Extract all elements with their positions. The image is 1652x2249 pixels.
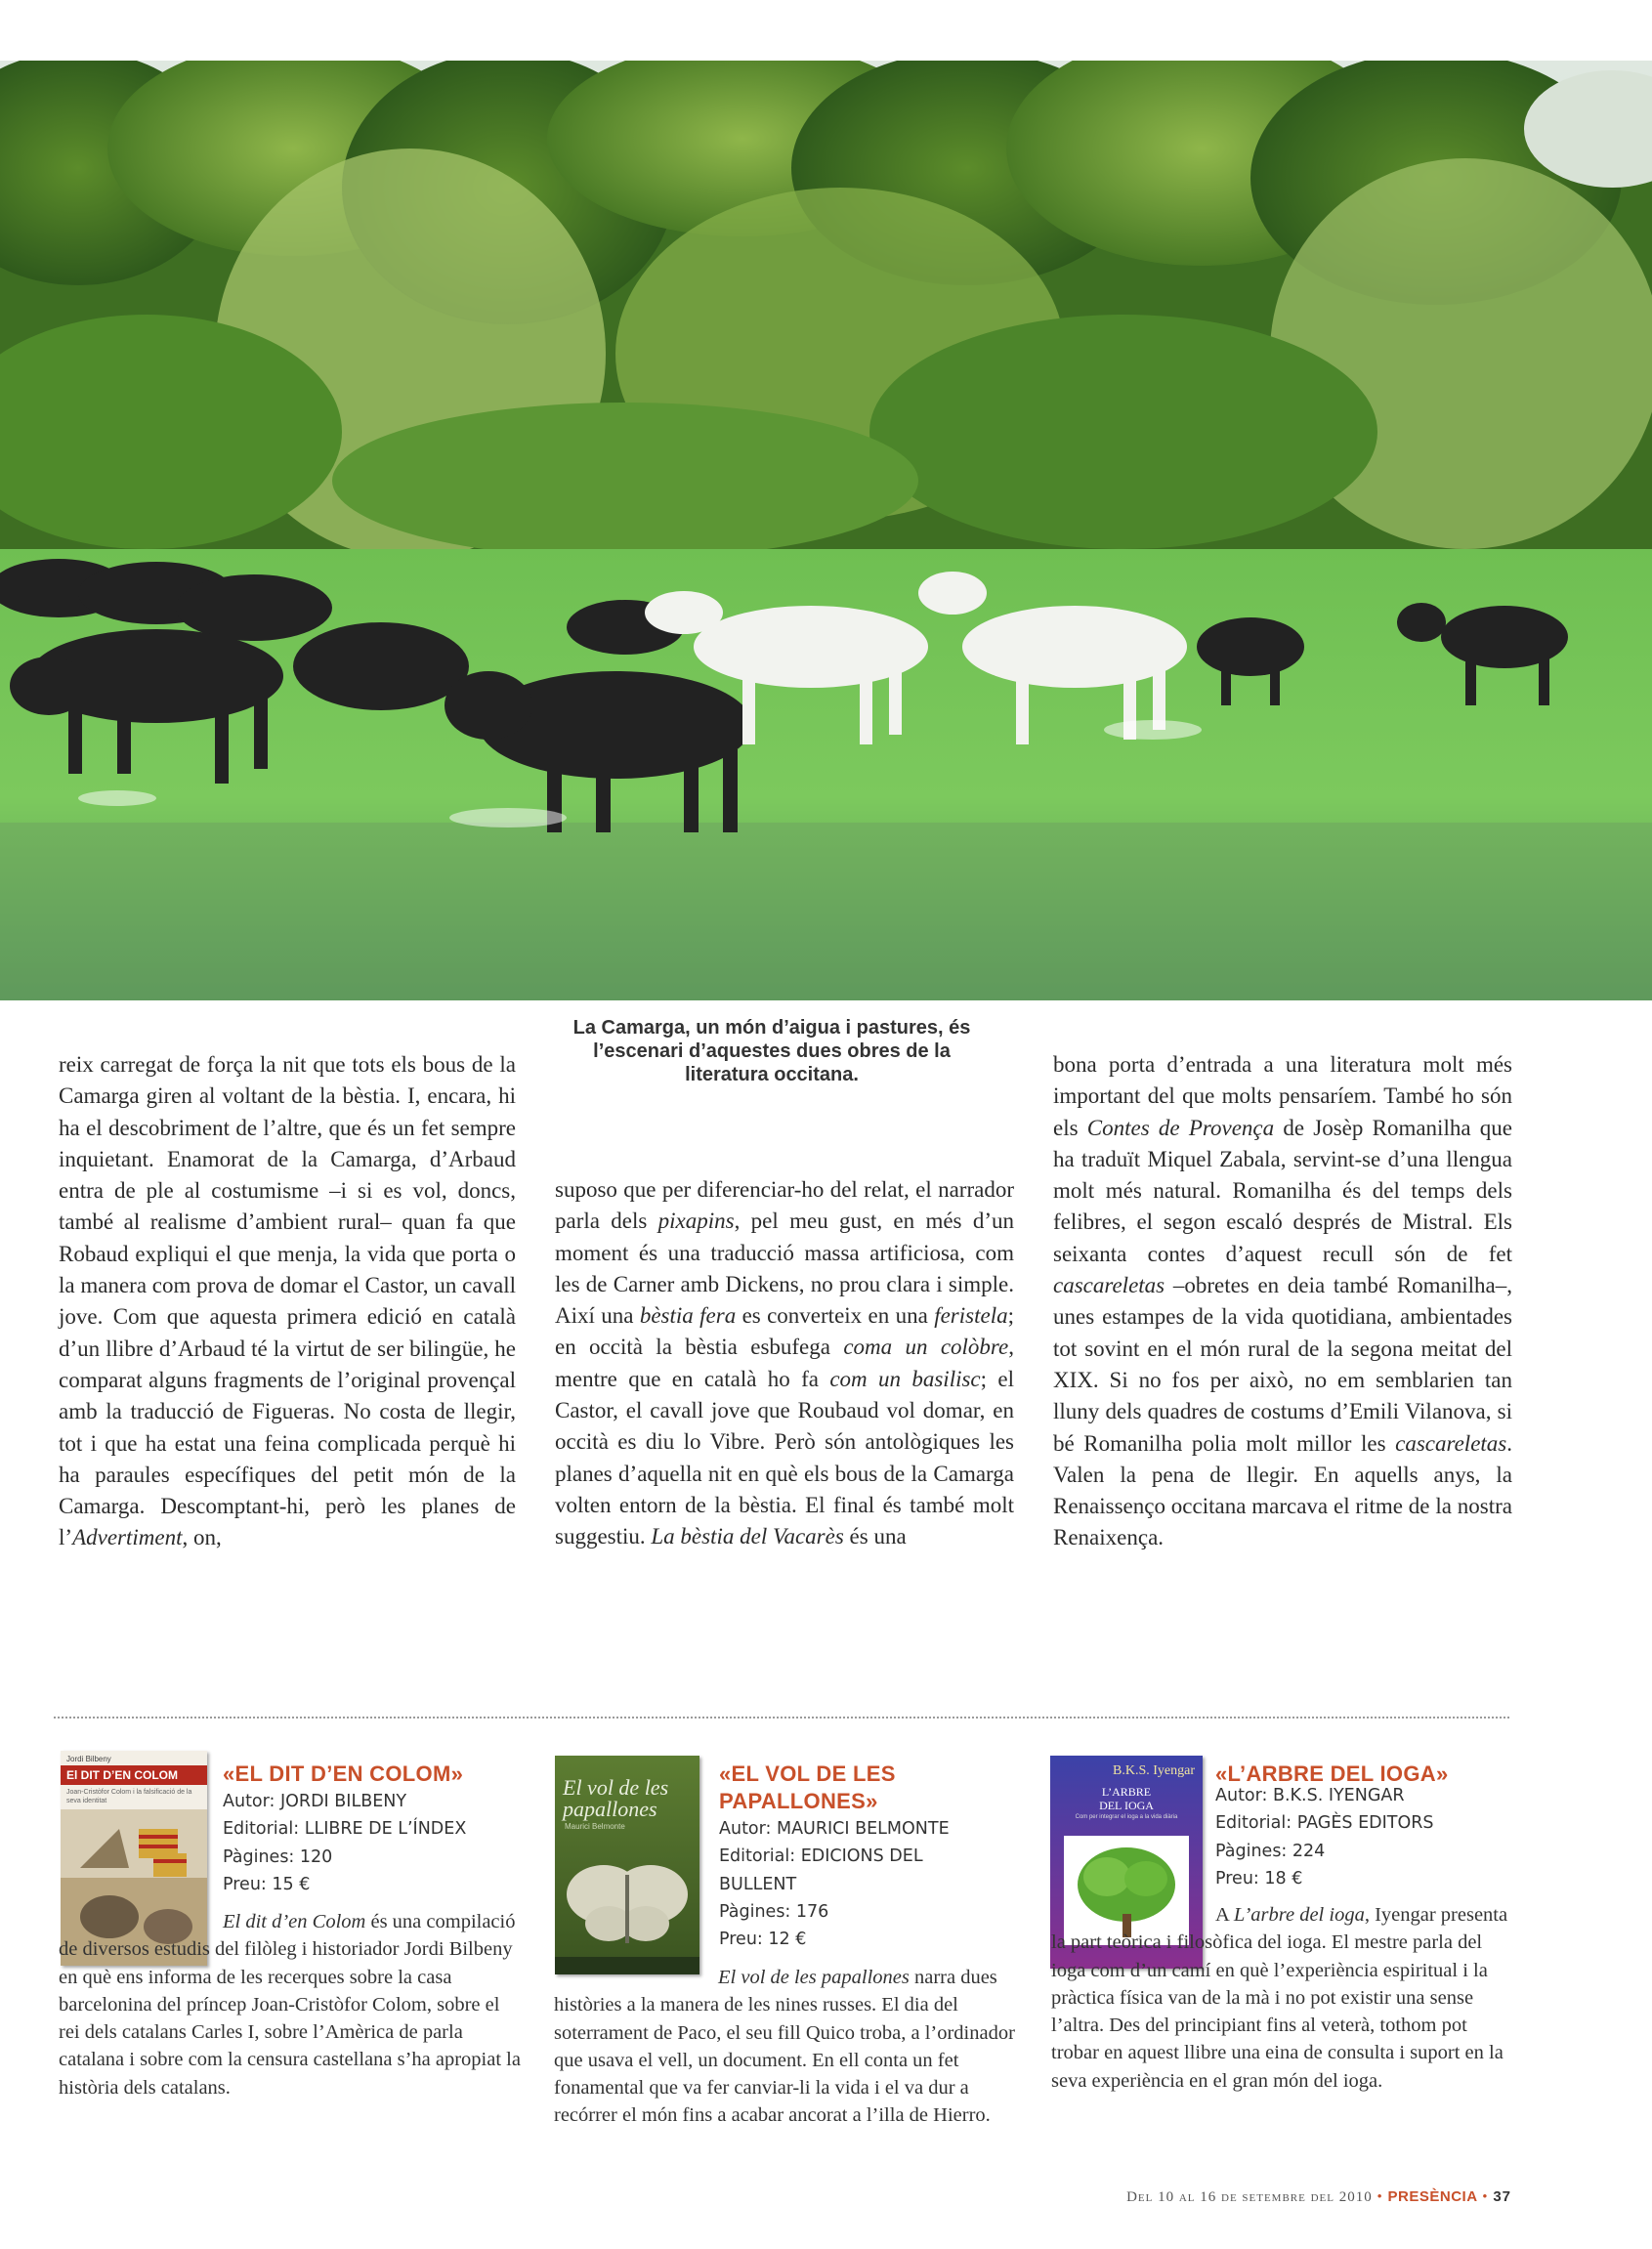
book-pages: Pàgines: 176	[719, 1901, 829, 1922]
book-description-1	[59, 1908, 522, 2101]
column-italic-text: cascareletas	[1053, 1273, 1165, 1298]
book-desc-italic: L’arbre del ioga	[1233, 1904, 1365, 1926]
magazine-name: PRESÈNCIA	[1387, 2188, 1478, 2205]
book-author: Autor: JORDI BILBENY	[223, 1792, 407, 1811]
column-italic-text: coma un colòbre	[843, 1335, 1009, 1360]
article-column-3	[1053, 1049, 1512, 1554]
book-desc-text: és una compilació de diversos estudis del filòleg i historiador Jordi Bilbeny en què ens informa de les recerques sobre la casa barcelonina del príncep Joan-Cristòfor Colom, sobre el rei dels catalans Carles I, sobre l’Amèrica de parla catalana i sobre com la censura castellana s’ha apropiat la història dels catalans.	[59, 1911, 521, 2099]
column-text: bona porta d’entrada a una literatura molt més important del que molts pensaríem. També ho són els	[1053, 1052, 1512, 1140]
footer-separator: •	[1377, 2189, 1383, 2205]
cover-title: L’ARBRE DEL IOGA	[1099, 1785, 1154, 1812]
book-desc-italic: El dit d’en Colom	[223, 1911, 366, 1932]
column-text: ; en occità la bèstia esbufega	[555, 1303, 1014, 1360]
column-text: reix carregat de força la nit que tots els bous de la Camarga giren al voltant de la bèstia. I, encara, hi ha el descobriment de l’altre, que és un fet sempre inquietant. Enamorat de la Camarga, d’Arbaud entra de ple al costumisme –i si es vol, doncs, també al realisme d’ambient rural– quan fa que Robaud expliqui el que menja, la vida que porta o la manera com prova de domar el Castor, un cavall jove. Com que aquesta primera edició en català d’un llibre d’Arbaud té la virtut de ser bilingüe, he comparat alguns fragments de l’original provençal amb la traducció de Figueras. No costa de llegir, tot i que ha estat una feina complicada perquè hi ha paraules específiques del petit món de la Camarga. Descomptant-hi, però les planes de l’	[59, 1052, 516, 1550]
book-title-3: «L’ARBRE DEL IOGA»	[1215, 1761, 1449, 1786]
cover-title: El vol de les papallones	[563, 1775, 669, 1821]
article-column-2	[555, 1174, 1014, 1553]
column-italic-text: La bèstia del Vacarès	[651, 1524, 844, 1549]
book-desc-text: narra dues històries a la manera de les nines russes. El dia del soterrament de Paco, el seu fill Quico troba, a l’ordinador que usava el vell, un document. En ell conta un fet fonamental que va fer canviar-li la vida i el va dur a recórrer el món fins a acabar ancorat a l’illa de Hierro.	[554, 1967, 1015, 2127]
section-divider	[54, 1717, 1509, 1719]
book-description-2	[554, 1964, 1015, 2130]
book-cover-2	[555, 1756, 699, 1974]
cover-author: B.K.S. Iyengar	[1113, 1763, 1195, 1778]
column-text: es converteix en una	[736, 1303, 935, 1329]
column-italic-text: feristela	[934, 1303, 1008, 1329]
column-italic-text: bèstia fera	[639, 1303, 737, 1329]
book-author: Autor: B.K.S. IYENGAR	[1215, 1786, 1405, 1805]
column-italic-text: Advertiment	[72, 1525, 183, 1550]
column-text: , pel meu gust, en més d’un moment és una traducció massa artificiosa, com les de Carner amb Dickens, no prou clara i simple. Així una	[555, 1209, 1014, 1329]
column-italic-text: com un basilisc	[829, 1366, 981, 1391]
column-italic-text: Contes de Provença	[1086, 1115, 1275, 1140]
book-price: Preu: 15 €	[223, 1874, 311, 1894]
cover-subtitle: Com per integrar el ioga a la vida diària	[1075, 1814, 1178, 1820]
photo-caption: La Camarga, un món d’aigua i pastures, és l’escenari d’aquestes dues obres de la literatura occitana.	[572, 1017, 971, 1085]
page-footer	[1126, 2188, 1511, 2206]
column-text: suposo que per diferenciar-ho del relat, el narrador parla dels	[555, 1177, 1014, 1234]
book-author: Autor: MAURICI BELMONTE	[719, 1819, 950, 1839]
article-column-1	[59, 1049, 516, 1554]
column-text: . Valen la pena de llegir. En aquells anys, la Renaissenço occitana marcava el ritme de la nostra Renaixença.	[1053, 1430, 1512, 1550]
page-number: 37	[1493, 2188, 1511, 2205]
column-italic-text: cascareletas	[1395, 1430, 1507, 1456]
column-text: –obretes en deia també Romanilha–, unes estampes de la vida quotidiana, ambientades tot sovint en el món rural de la segona meitat del XIX. Si no fos per això, no em semblarien tan lluny dels quadres de costums d’Emili Vilanova, si bé Romanilha polia molt millor les	[1053, 1273, 1512, 1456]
column-text: ; el Castor, el cavall jove que Roubaud vol domar, en occità es diu lo Vibre. Però són antològiques les planes d’aquella nit en què els bous de la Camarga volten entorn de la bèstia. El final és també molt suggestiu.	[555, 1366, 1014, 1549]
book-title-2: «EL VOL DE LES PAPALLONES»	[719, 1761, 896, 1813]
book-description-3	[1051, 1901, 1512, 2095]
tree-line	[0, 61, 1652, 578]
book-publisher: Editorial: EDICIONS DEL BULLENT	[719, 1846, 923, 1894]
book-price: Preu: 18 €	[1215, 1868, 1303, 1888]
cover-title: El DIT D’EN COLOM	[61, 1765, 207, 1785]
column-text: de Josèp Romanilha que ha traduït Miquel Zabala, servint-se d’una llengua molt més natural. Romanilha és del temps dels felibres, el segon escaló després de Mistral. Els seixanta contes d’aquest recull són de fet	[1053, 1115, 1512, 1266]
column-text: és una	[843, 1524, 907, 1549]
book-pages: Pàgines: 224	[1215, 1841, 1326, 1861]
column-text: , on,	[182, 1525, 222, 1550]
book-title-1: «EL DIT D’EN COLOM»	[223, 1761, 464, 1786]
book-publisher: Editorial: LLIBRE DE L’ÍNDEX	[223, 1819, 467, 1840]
cover-subtitle: Joan-Cristòfor Colom i la falsificació de la seva identitat	[66, 1789, 192, 1804]
book-meta-2	[719, 1815, 1012, 1953]
book-pages: Pàgines: 120	[223, 1846, 333, 1867]
book-desc-italic: El vol de les papallones	[718, 1967, 910, 1988]
column-italic-text: pixapins	[657, 1209, 735, 1234]
column-text: , mentre que en català ho fa	[555, 1335, 1014, 1391]
book-price: Preu: 12 €	[719, 1930, 807, 1950]
cover-author: Maurici Belmonte	[565, 1822, 625, 1831]
camargue-photo-illustration	[0, 61, 1652, 1000]
book-desc-prefix: A	[1215, 1904, 1234, 1926]
footer-separator: •	[1482, 2189, 1489, 2205]
butterfly-icon	[555, 1846, 699, 1953]
issue-date: Del 10 al 16 de setembre del 2010	[1126, 2189, 1373, 2205]
cover-author: Jordi Bilbeny	[66, 1755, 111, 1763]
book-publisher: Editorial: PAGÈS EDITORS	[1215, 1813, 1434, 1834]
article-photo	[0, 61, 1652, 1000]
book-meta-3	[1215, 1782, 1508, 1892]
book-meta-1	[223, 1788, 516, 1898]
book-desc-text: , Iyengar presenta la part teòrica i filosòfica del ioga. El mestre parla del ioga com d’un camí en què l’experiència espiritual i la pràctica física van de la mà i no pot existir una sense l’altra. Des del principiant fins al veterà, tothom pot trobar en aquest llibre una eina de consulta i suport en la seva experiència en el gran món del ioga.	[1051, 1904, 1508, 2092]
